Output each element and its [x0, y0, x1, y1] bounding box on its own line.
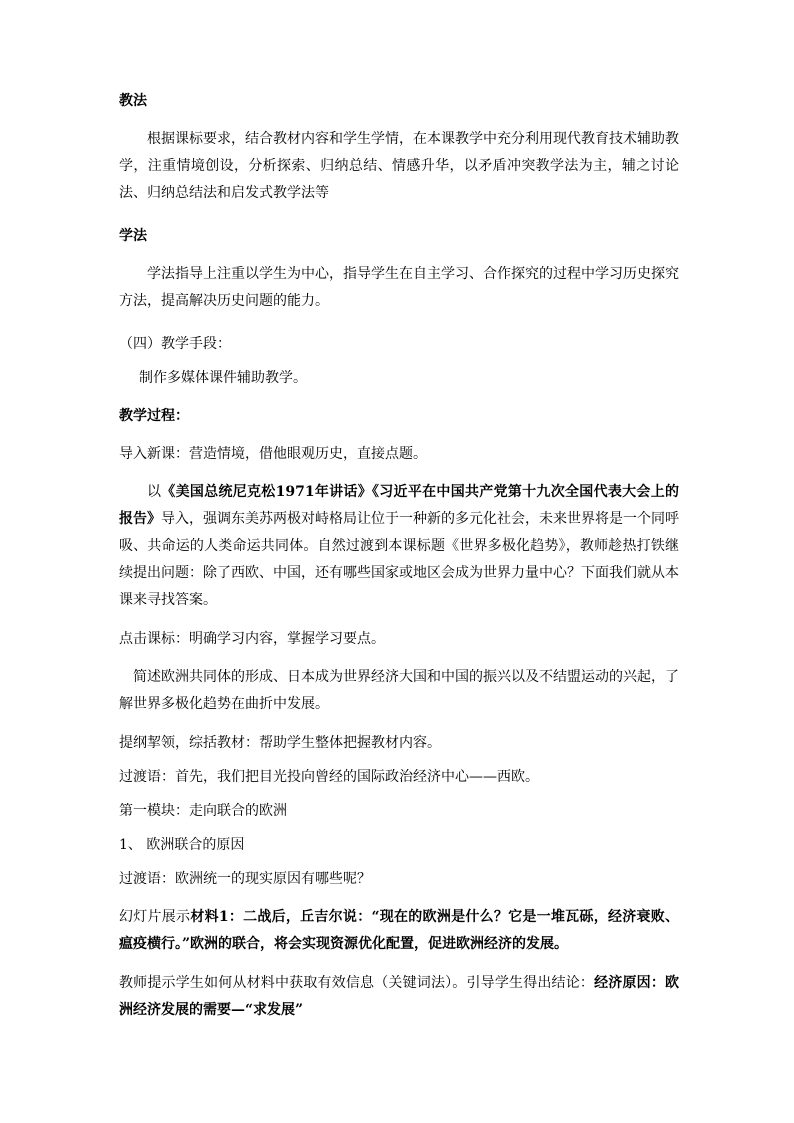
teacher-conclusion: 经济原因：欧洲经济发展的需要—“求发展”: [119, 975, 680, 1018]
shouduan-text: 制作多媒体课件辅助教学。: [139, 370, 307, 386]
heading-jiaofa: 教法: [119, 93, 147, 109]
heading-xuefa: 学法: [119, 228, 147, 244]
slide-paragraph: [119, 904, 679, 958]
intro-line: 导入新课：营造情境，借他眼观历史，直接点题。: [119, 446, 427, 462]
slide-material: 材料1：二战后，丘吉尔说：“现在的欧洲是什么？它是一堆瓦砾，经济衰败、瘟疫横行。”欧洲的联合，将会实现资源优化配置，促进欧洲经济的发展。: [119, 909, 679, 952]
intro-prefix: 以: [147, 484, 162, 500]
standard-paragraph: 简述欧洲共同体的形成、日本成为世界经济大国和中国的振兴以及不结盟运动的兴起，了解世界多极化趋势在曲折中发展。: [119, 669, 679, 712]
teacher-prefix: 教师提示学生如何从材料中获取有效信息（关键词法）。引导学生得出结论：: [119, 975, 595, 991]
heading-shouduan: （四）教学手段：: [119, 336, 231, 352]
intro-rest: 导入，强调东美苏两极对峙格局让位于一种新的多元化社会，未来世界将是一个同呼吸、共命运的人类命运共同体。自然过渡到本课标题《世界多极化趋势》，教师趁热打铁继续提出问题：除了西欧、中国，还有哪些国家或地区会成为世界力量中心？下面我们就从本课来寻找答案。: [119, 511, 679, 608]
transition-1: 过渡语：首先，我们把目光投向曾经的国际政治经济中心——西欧。: [119, 769, 539, 785]
outline-line: 提纲挈领，综括教材：帮助学生整体把握教材内容。: [119, 735, 441, 751]
teacher-paragraph: [119, 970, 679, 1024]
slide-prefix: 幻灯片展示: [119, 909, 191, 925]
heading-guocheng: 教学过程：: [119, 408, 189, 424]
intro-paragraph: [119, 479, 679, 614]
transition-2: 过渡语：欧洲统一的现实原因有哪些呢？: [119, 871, 371, 887]
item-1: 1、 欧洲联合的原因: [119, 837, 245, 853]
module-1-title: 第一模块：走向联合的欧洲: [119, 803, 287, 819]
click-standard-line: 点击课标：明确学习内容，掌握学习要点。: [119, 631, 385, 647]
document-page: [119, 92, 679, 1024]
intro-bold-titles: 《美国总统尼克松1971年讲话》《习近平在中国共产党第十九次全国代表大会上的报告》: [119, 484, 680, 527]
jiaofa-paragraph: 根据课标要求，结合教材内容和学生学情，在本课教学中充分利用现代教育技术辅助教学，注重情境创设，分析探索、归纳总结、情感升华，以矛盾冲突教学法为主，辅之讨论法、归纳总结法和启发式教学法等: [119, 131, 679, 201]
xuefa-paragraph: 学法指导上注重以学生为中心，指导学生在自主学习、合作探究的过程中学习历史探究方法，提高解决历史问题的能力。: [119, 266, 679, 309]
